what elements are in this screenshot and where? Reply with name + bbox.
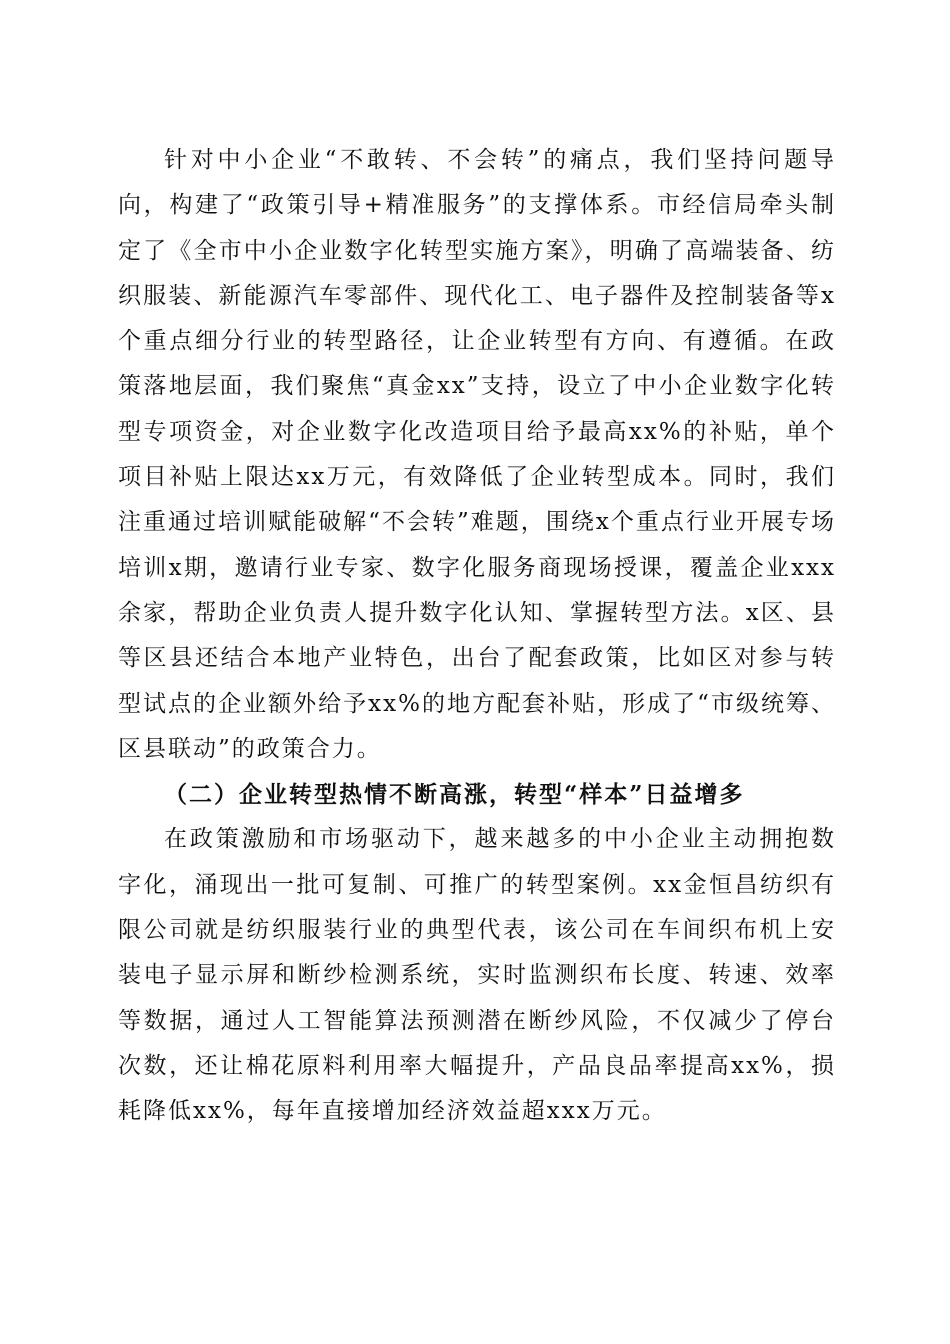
document-body <box>118 138 836 1135</box>
body-paragraph-transformation-cases: 在政策激励和市场驱动下，越来越多的中小企业主动拥抱数字化，涌现出一批可复制、可推广的转型案例。xx金恒昌纺织有限公司就是纺织服装行业的典型代表，该公司在车间织布机上安装电子显示屏和断纱检测系统，实时监测织布长度、转速、效率等数据，通过人工智能算法预测潜在断纱风险，不仅减少了停台次数，还让棉花原料利用率大幅提升，产品良品率提高xx%，损耗降低xx%，每年直接增加经济效益超xxx万元。 <box>118 826 836 1125</box>
body-paragraph-policy-support: 针对中小企业“不敢转、不会转”的痛点，我们坚持问题导向，构建了“政策引导+精准服务”的支撑体系。市经信局牵头制定了《全市中小企业数字化转型实施方案》，明确了高端装备、纺织服装、新能源汽车零部件、现代化工、电子器件及控制装备等x个重点细分行业的转型路径，让企业转型有方向、有遵循。在政策落地层面，我们聚焦“真金xx”支持，设立了中小企业数字化转型专项资金，对企业数字化改造项目给予最高xx%的补贴，单个项目补贴上限达xx万元，有效降低了企业转型成本。同时，我们注重通过培训赋能破解“不会转”难题，围绕x个重点行业开展专场培训x期，邀请行业专家、数字化服务商现场授课，覆盖企业xxx余家，帮助企业负责人提升数字化认知、掌握转型方法。x区、县等区县还结合本地产业特色，出台了配套政策，比如区对参与转型试点的企业额外给予xx%的地方配套补贴，形成了“市级统筹、区县联动”的政策合力。 <box>118 147 836 762</box>
section-heading: （二）企业转型热情不断高涨，转型“样本”日益增多 <box>164 781 745 809</box>
